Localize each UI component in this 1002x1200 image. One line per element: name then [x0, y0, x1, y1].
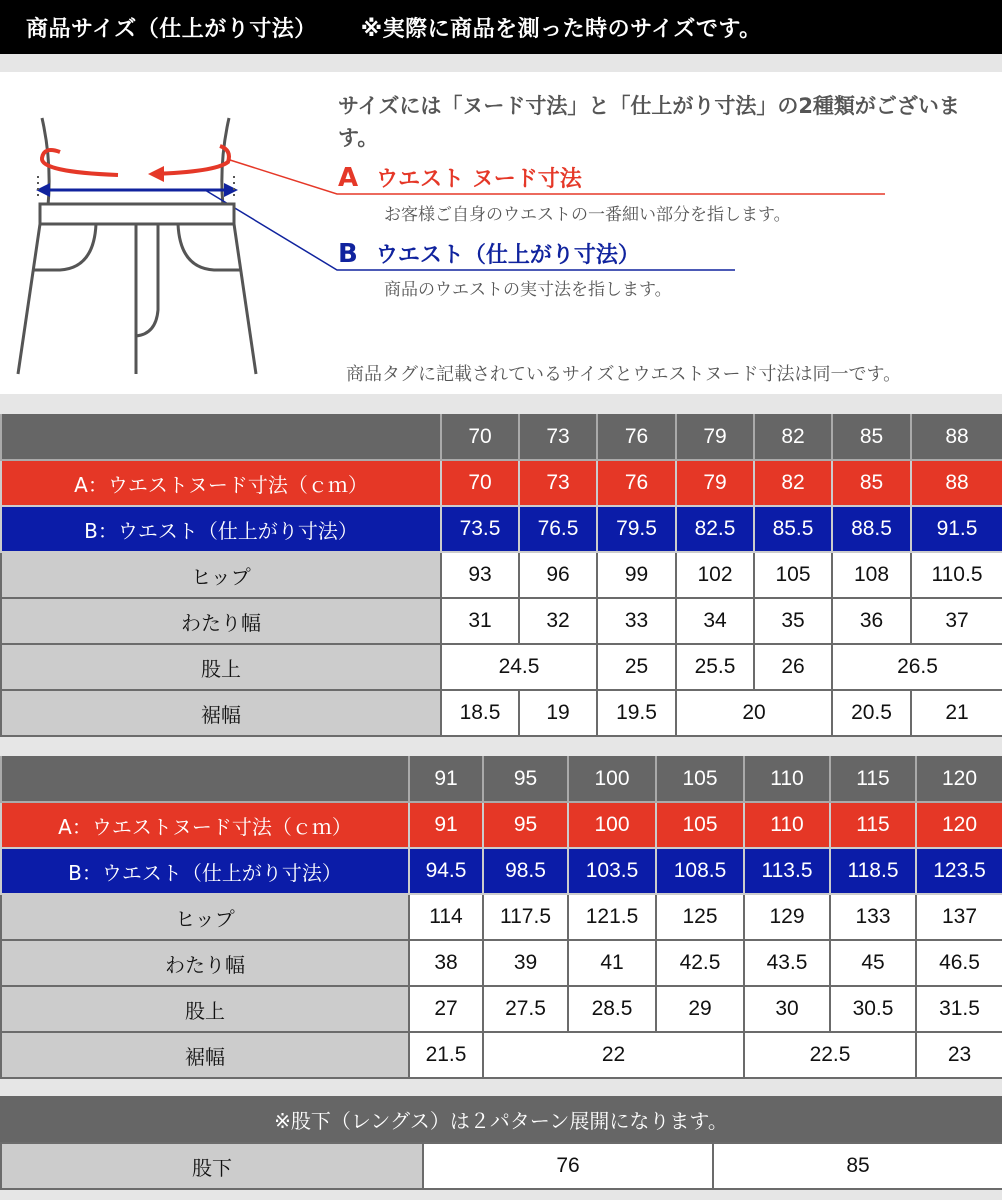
table-cell: 95 [483, 802, 568, 848]
table-cell: 99 [597, 552, 676, 598]
table-cell: 33 [597, 598, 676, 644]
table-cell: 26 [754, 644, 832, 690]
table-cell: 96 [519, 552, 597, 598]
table-cell: 20 [676, 690, 832, 736]
table-cell: 102 [676, 552, 754, 598]
table-row-nude-waist [1, 460, 1002, 506]
table-cell: 34 [676, 598, 754, 644]
row-label: B：ウエスト（仕上がり寸法） [1, 848, 409, 894]
table-row-hem [1, 1032, 1002, 1078]
table-row-inseam [1, 1143, 1002, 1189]
table-header-row [1, 756, 1002, 802]
table-cell: 85 [832, 460, 911, 506]
label-a-letter: A [338, 163, 359, 193]
table-cell: 35 [754, 598, 832, 644]
table-cell: 73.5 [441, 506, 519, 552]
row-label: A：ウエストヌード寸法（ｃｍ） [1, 460, 441, 506]
table-cell: 105 [754, 552, 832, 598]
table-cell: 22.5 [744, 1032, 916, 1078]
row-label: 股下 [1, 1143, 423, 1189]
table-cell: 37 [911, 598, 1002, 644]
table-cell: 46.5 [916, 940, 1002, 986]
size-header: 91 [409, 756, 483, 802]
table-row-thigh [1, 598, 1002, 644]
table-cell: 45 [830, 940, 916, 986]
row-label: ヒップ [1, 894, 409, 940]
row-label: わたり幅 [1, 940, 409, 986]
table-cell: 36 [832, 598, 911, 644]
size-header: 79 [676, 414, 754, 460]
header-note: ※実際に商品を測った時のサイズです。 [360, 16, 762, 42]
size-types-intro: サイズには「ヌード寸法」と「仕上がり寸法」の2種類がございます。 [338, 94, 960, 150]
label-a-nude-waist [338, 162, 582, 193]
row-label: ヒップ [1, 552, 441, 598]
table-cell: 108 [832, 552, 911, 598]
table-cell: 43.5 [744, 940, 830, 986]
table-cell: 125 [656, 894, 744, 940]
table-cell: 25 [597, 644, 676, 690]
size-table-1 [0, 414, 1002, 737]
size-header: 105 [656, 756, 744, 802]
label-b-letter: B [338, 239, 358, 269]
table-cell: 23 [916, 1032, 1002, 1078]
table-cell: 28.5 [568, 986, 656, 1032]
table-cell: 98.5 [483, 848, 568, 894]
table-cell: 18.5 [441, 690, 519, 736]
row-label: B：ウエスト（仕上がり寸法） [1, 506, 441, 552]
size-header: 76 [597, 414, 676, 460]
table-cell: 20.5 [832, 690, 911, 736]
table-cell: 85.5 [754, 506, 832, 552]
table-row-thigh [1, 940, 1002, 986]
table-cell: 27.5 [483, 986, 568, 1032]
table-cell: 73 [519, 460, 597, 506]
table-cell: 123.5 [916, 848, 1002, 894]
table-cell: 29 [656, 986, 744, 1032]
table-cell: 121.5 [568, 894, 656, 940]
table-cell: 115 [830, 802, 916, 848]
size-header: 100 [568, 756, 656, 802]
table-cell: 105 [656, 802, 744, 848]
table-row-rise [1, 644, 1002, 690]
table-cell: 21.5 [409, 1032, 483, 1078]
size-header: 95 [483, 756, 568, 802]
table-cell: 76.5 [519, 506, 597, 552]
label-b-description: 商品のウエストの実寸法を指します。 [384, 280, 672, 300]
table-cell: 32 [519, 598, 597, 644]
tag-size-note: 商品タグに記載されているサイズとウエストヌード寸法は同一です。 [346, 364, 902, 385]
row-label: 股上 [1, 644, 441, 690]
table-cell: 22 [483, 1032, 744, 1078]
table-cell: 113.5 [744, 848, 830, 894]
table-corner [1, 414, 441, 460]
size-header: 115 [830, 756, 916, 802]
row-label: A：ウエストヌード寸法（ｃｍ） [1, 802, 409, 848]
label-a-title: ウエスト ヌード寸法 [376, 167, 582, 192]
table-cell: 27 [409, 986, 483, 1032]
inseam-note-bar: ※股下（レングス）は２パターン展開になります。 [0, 1096, 1002, 1142]
row-label: 裾幅 [1, 1032, 409, 1078]
table-cell: 38 [409, 940, 483, 986]
table-corner [1, 756, 409, 802]
table-cell: 42.5 [656, 940, 744, 986]
waist-diagram-panel [0, 72, 1002, 394]
table-cell: 110.5 [911, 552, 1002, 598]
table-cell: 21 [911, 690, 1002, 736]
size-header: 110 [744, 756, 830, 802]
inseam-table [0, 1142, 1002, 1190]
page-header [0, 0, 1002, 54]
table-row-hip [1, 894, 1002, 940]
table-cell: 88 [911, 460, 1002, 506]
table-header-row [1, 414, 1002, 460]
table-cell: 91 [409, 802, 483, 848]
table-cell: 79.5 [597, 506, 676, 552]
row-label: 股上 [1, 986, 409, 1032]
table-cell: 70 [441, 460, 519, 506]
table-cell: 19 [519, 690, 597, 736]
table-cell: 41 [568, 940, 656, 986]
table-cell: 39 [483, 940, 568, 986]
table-cell: 31 [441, 598, 519, 644]
table-cell: 108.5 [656, 848, 744, 894]
table-row-hip [1, 552, 1002, 598]
table-cell: 24.5 [441, 644, 597, 690]
label-b-finished-waist [338, 238, 640, 269]
table-cell: 93 [441, 552, 519, 598]
table-cell: 25.5 [676, 644, 754, 690]
table-cell: 82.5 [676, 506, 754, 552]
row-label: 裾幅 [1, 690, 441, 736]
table-cell: 114 [409, 894, 483, 940]
table-row-rise [1, 986, 1002, 1032]
label-b-title: ウエスト（仕上がり寸法） [375, 243, 640, 268]
table-cell: 85 [713, 1143, 1002, 1189]
label-a-description: お客様ご自身のウエストの一番細い部分を指します。 [384, 205, 791, 225]
table-cell: 129 [744, 894, 830, 940]
table-cell: 103.5 [568, 848, 656, 894]
size-table-2 [0, 756, 1002, 1079]
table-cell: 26.5 [832, 644, 1002, 690]
table-cell: 30 [744, 986, 830, 1032]
table-cell: 117.5 [483, 894, 568, 940]
table-cell: 88.5 [832, 506, 911, 552]
table-row-nude-waist [1, 802, 1002, 848]
size-header: 82 [754, 414, 832, 460]
table-cell: 120 [916, 802, 1002, 848]
header-title: 商品サイズ（仕上がり寸法） [26, 16, 317, 42]
table-cell: 110 [744, 802, 830, 848]
table-row-finished-waist [1, 848, 1002, 894]
table-cell: 30.5 [830, 986, 916, 1032]
table-cell: 133 [830, 894, 916, 940]
row-label: わたり幅 [1, 598, 441, 644]
table-cell: 76 [597, 460, 676, 506]
table-row-hem [1, 690, 1002, 736]
table-cell: 91.5 [911, 506, 1002, 552]
size-header: 120 [916, 756, 1002, 802]
size-header: 73 [519, 414, 597, 460]
table-cell: 118.5 [830, 848, 916, 894]
table-cell: 79 [676, 460, 754, 506]
size-header: 88 [911, 414, 1002, 460]
table-cell: 31.5 [916, 986, 1002, 1032]
table-cell: 19.5 [597, 690, 676, 736]
size-header: 85 [832, 414, 911, 460]
table-cell: 100 [568, 802, 656, 848]
size-header: 70 [441, 414, 519, 460]
table-cell: 94.5 [409, 848, 483, 894]
table-cell: 82 [754, 460, 832, 506]
table-cell: 76 [423, 1143, 713, 1189]
table-row-finished-waist [1, 506, 1002, 552]
table-cell: 137 [916, 894, 1002, 940]
